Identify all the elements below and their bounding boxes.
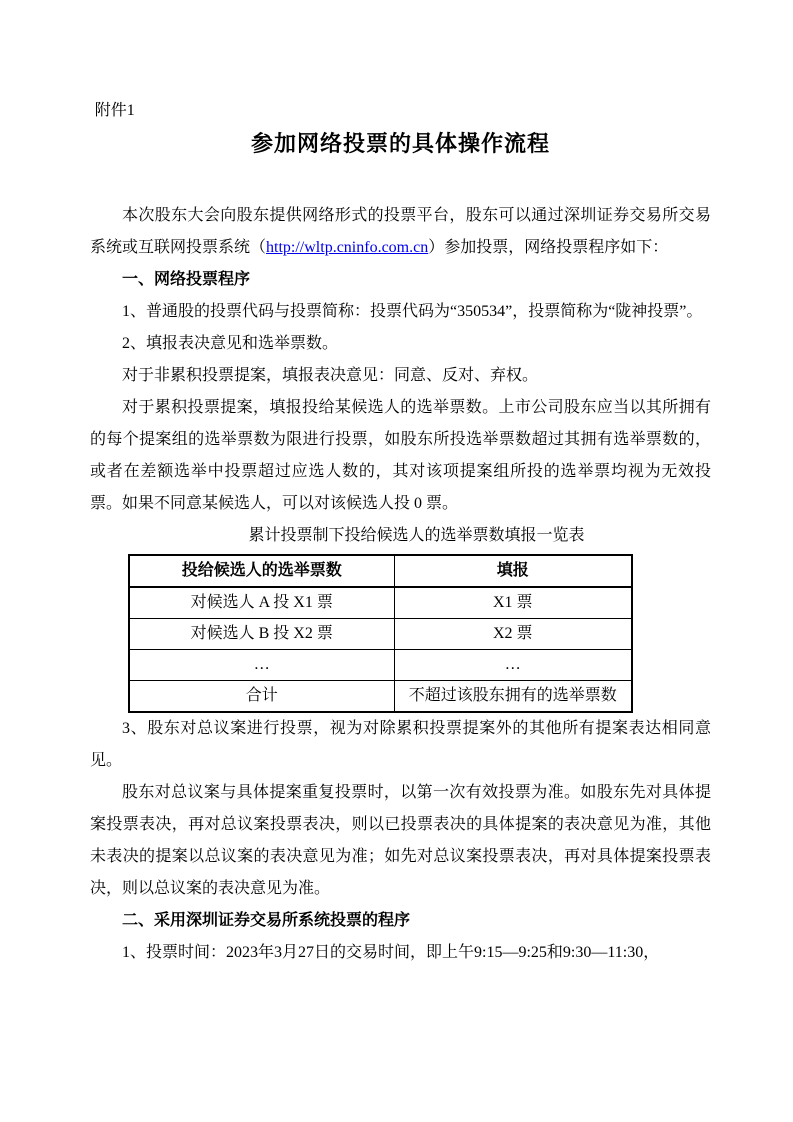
table-row bbox=[129, 619, 632, 650]
document-content bbox=[90, 95, 711, 969]
section-two-heading: 二、采用深圳证券交易所系统投票的程序 bbox=[122, 912, 411, 929]
section-one-heading: 一、网络投票程序 bbox=[122, 271, 251, 288]
document-title: 参加网络投票的具体操作流程 bbox=[250, 131, 550, 156]
paragraph-cumulative: 对于累积投票提案，填报投给某候选人的选举票数。上市公司股东应当以其所拥有的每个提案组的选举票数为限进行投票，如股东所投选举票数超过其拥有选举票数的，或者在差额选举中投票超过应选人数的，其对该项提案组所投的选举票均视为无效投票。如果不同意某候选人，可以对该候选人投 0 票。 bbox=[90, 399, 711, 512]
vote-table-caption: 累计投票制下投给候选人的选举票数填报一览表 bbox=[248, 527, 585, 544]
paragraph-vote-code: 1、普通股的投票代码与投票简称：投票代码为“350534”，投票简称为“陇神投票”。 bbox=[122, 303, 703, 320]
table-row bbox=[129, 587, 632, 619]
paragraph-fill-in: 2、填报表决意见和选举票数。 bbox=[122, 335, 339, 352]
paragraph-non-cumulative: 对于非累积投票提案，填报表决意见：同意、反对、弃权。 bbox=[122, 367, 539, 384]
table-header-fill: 填报 bbox=[394, 555, 632, 587]
table-cell-ellipsis: … bbox=[129, 650, 394, 681]
table-cell-total-fill: 不超过该股东拥有的选举票数 bbox=[394, 681, 632, 713]
voting-system-link[interactable]: http://wltp.cninfo.com.cn bbox=[266, 239, 429, 256]
table-cell-candidate-a-fill: X1 票 bbox=[394, 587, 632, 619]
paragraph-general-proposal: 3、股东对总议案进行投票，视为对除累积投票提案外的其他所有提案表达相同意见。 bbox=[90, 720, 711, 769]
intro-text-after-link: ）参加投票，网络投票程序如下： bbox=[428, 239, 669, 256]
table-row bbox=[129, 650, 632, 681]
paragraph-repeat-vote: 股东对总议案与具体提案重复投票时，以第一次有效投票为准。如股东先对具体提案投票表决，再对总议案投票表决，则以已投票表决的具体提案的表决意见为准，其他未表决的提案以总议案的表决意见为准；如先对总议案投票表决，再对具体提案投票表决，则以总议案的表决意见为准。 bbox=[90, 784, 711, 897]
cumulative-vote-table bbox=[128, 554, 633, 713]
paragraph-vote-time: 1、投票时间：2023年3月27日的交易时间，即上午9:15—9:25和9:30—11:30， bbox=[122, 944, 660, 961]
table-header-row bbox=[129, 555, 632, 587]
table-cell-total: 合计 bbox=[129, 681, 394, 713]
table-row bbox=[129, 681, 632, 713]
table-cell-candidate-a: 对候选人 A 投 X1 票 bbox=[129, 587, 394, 619]
attachment-label: 附件1 bbox=[94, 102, 135, 119]
table-cell-ellipsis-fill: … bbox=[394, 650, 632, 681]
intro-paragraph bbox=[90, 200, 711, 264]
table-cell-candidate-b: 对候选人 B 投 X2 票 bbox=[129, 619, 394, 650]
table-header-votes: 投给候选人的选举票数 bbox=[129, 555, 394, 587]
intro-text-before-link: 本次股东大会向股东提供网络形式的投票平台，股东可以通过深圳证券交易所交易系统或互联网投票系统（ bbox=[90, 207, 711, 256]
table-cell-candidate-b-fill: X2 票 bbox=[394, 619, 632, 650]
